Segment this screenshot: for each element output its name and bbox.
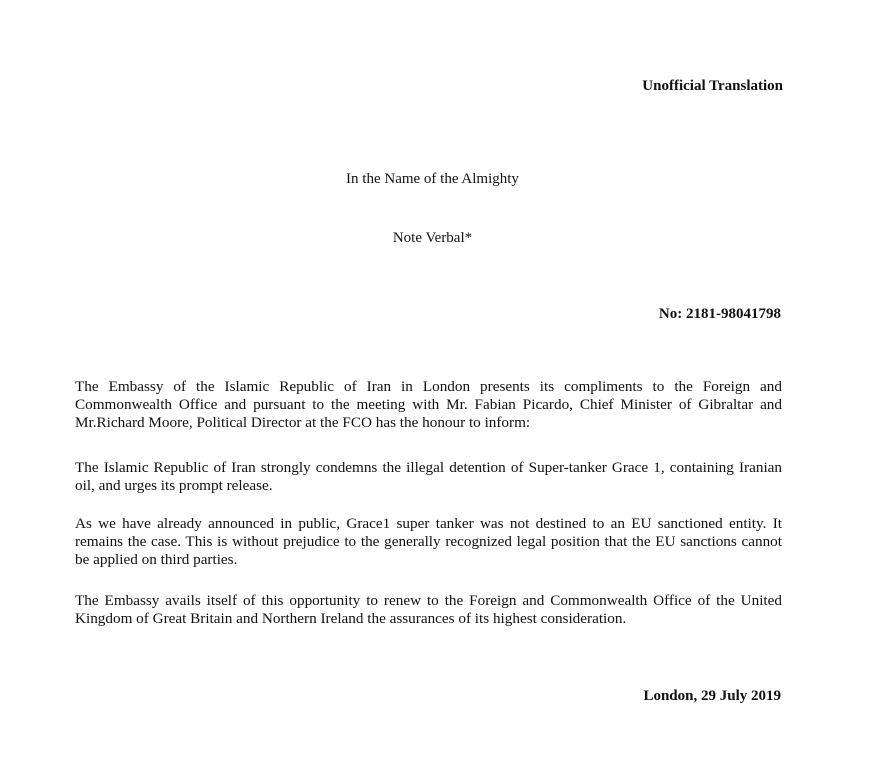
place-and-date: London, 29 July 2019 bbox=[643, 688, 781, 704]
reference-number: No: 2181-98041798 bbox=[658, 306, 781, 322]
body-paragraph-closing: The Embassy avails itself of this opportunity to renew to the Foreign and Commonwealth Office of the United Kingdom of Great Britain and Northern Ireland the assurances of its highest consideration. bbox=[75, 592, 782, 627]
unofficial-translation-label: Unofficial Translation bbox=[642, 78, 783, 94]
document-type-title: Note Verbal* bbox=[392, 230, 473, 246]
body-paragraph-destination: As we have already announced in public, Grace1 super tanker was not destined to an EU sanctioned entity. It remains the case. This is without prejudice to the generally recognized legal position that the EU sanctions cannot be applied on third parties. bbox=[75, 515, 782, 568]
body-paragraph-condemnation: The Islamic Republic of Iran strongly condemns the illegal detention of Super-tanker Grace 1, containing Iranian oil, and urges its prompt release. bbox=[75, 459, 782, 494]
body-paragraph-introduction: The Embassy of the Islamic Republic of Iran in London presents its compliments to the Foreign and Commonwealth Office and pursuant to the meeting with Mr. Fabian Picardo, Chief Minister of Gibraltar and Mr.Richard Moore, Political Director at the FCO has the honour to inform: bbox=[75, 378, 782, 431]
invocation-title: In the Name of the Almighty bbox=[346, 171, 519, 187]
